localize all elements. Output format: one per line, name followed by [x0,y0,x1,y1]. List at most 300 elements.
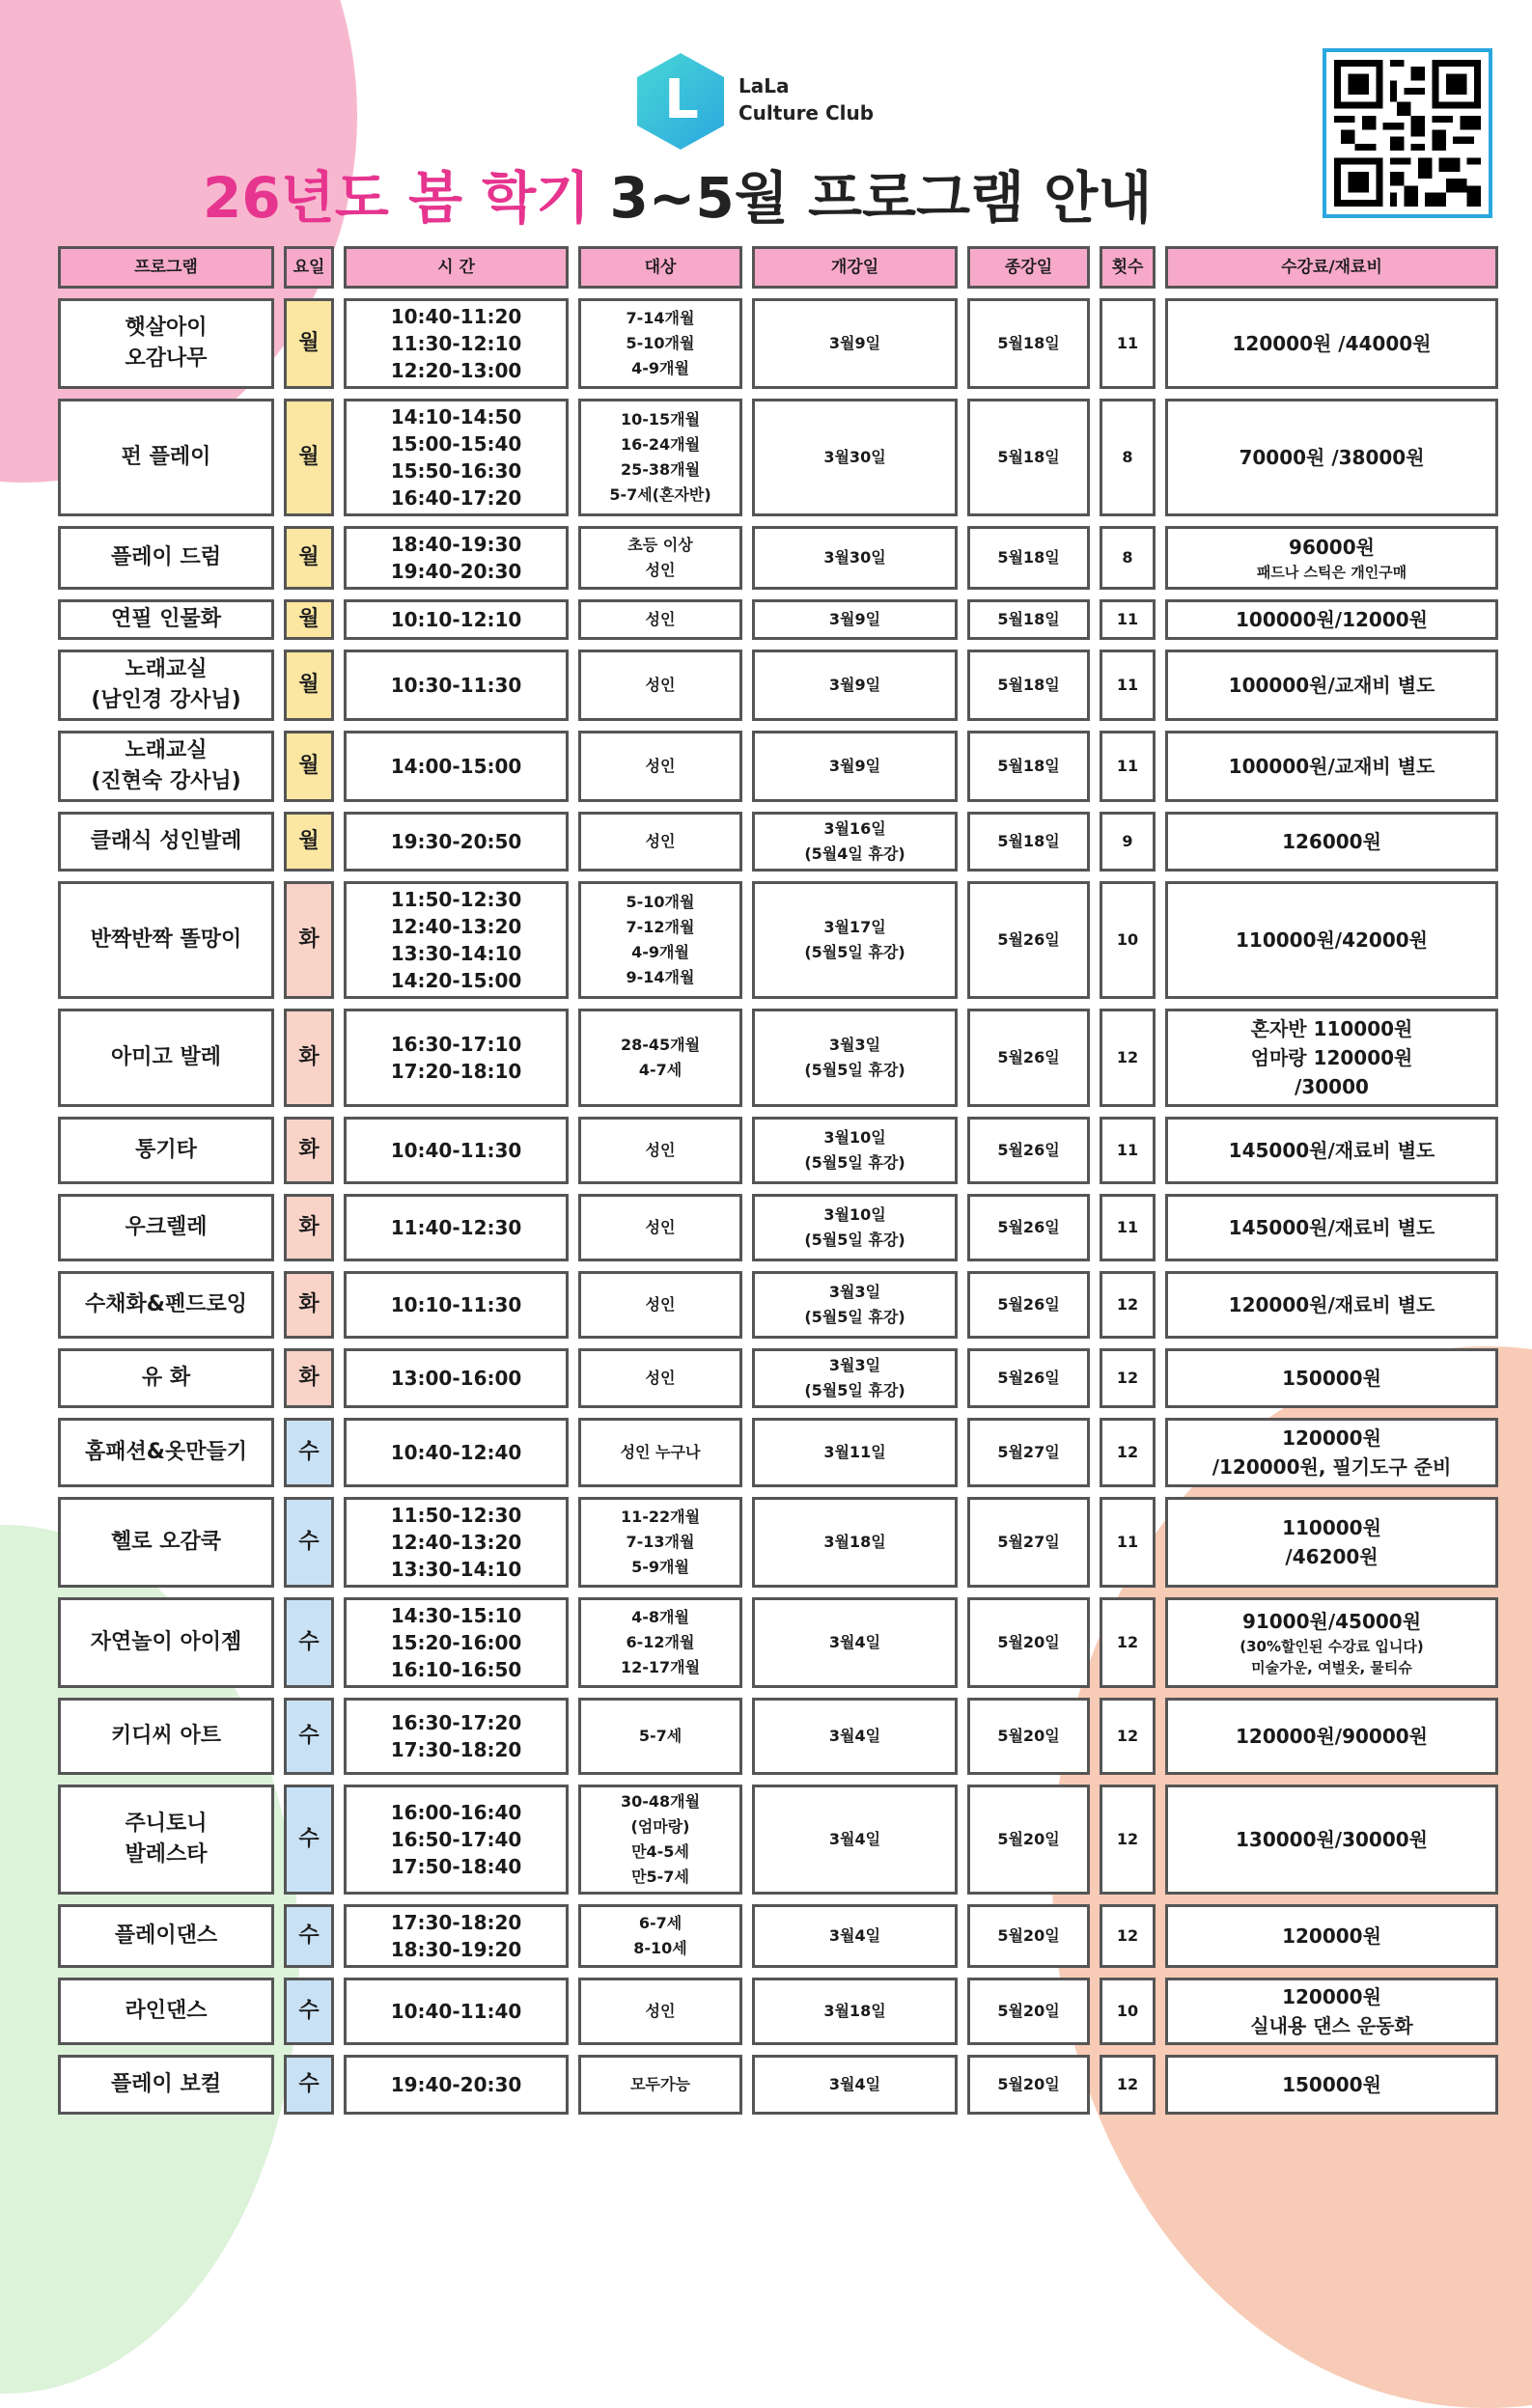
day-of-week: 월 [284,599,334,640]
table-row [58,526,1498,590]
end-date: 5월20일 [967,2055,1090,2115]
tuition-fee [1165,1418,1498,1487]
target-age [578,298,742,389]
lala-logo [637,53,888,150]
target-age-line: 성인 누구나 [620,1443,701,1461]
tuition-fee-line: 실내용 댄스 운동화 [1250,2014,1413,2037]
session-count: 11 [1100,650,1156,721]
program-name-line: (진현숙 강사님) [91,769,241,793]
program-name-line: 노래교실 [125,657,208,681]
tuition-fee [1165,731,1498,802]
program-name-line: 발레스타 [125,1842,208,1867]
table-row [58,1271,1498,1339]
day-of-week: 월 [284,812,334,872]
day-of-week: 화 [284,881,334,999]
class-times-line: 17:50-18:40 [390,1855,522,1878]
tuition-fee-line: 100000원/교재비 별도 [1228,755,1435,778]
program-name [58,881,274,999]
tuition-fee [1165,1271,1498,1339]
target-age [578,650,742,721]
class-times-line: 10:40-11:30 [390,1139,522,1162]
tuition-fee-line: 혼자반 110000원 [1250,1017,1413,1040]
table-row [58,399,1498,516]
start-date [752,812,958,872]
end-date: 5월18일 [967,399,1090,516]
class-times [344,1271,569,1339]
end-date: 5월18일 [967,599,1090,640]
tuition-fee-line: (30%할인된 수강료 입니다) [1240,1638,1424,1655]
target-age [578,1348,742,1408]
table-row [58,812,1498,872]
program-name-line: 통기타 [135,1138,197,1162]
tuition-fee [1165,2055,1498,2115]
start-date-line: 3월30일 [823,448,886,466]
class-times-line: 16:00-16:40 [390,1801,522,1824]
start-date-line: (5월5일 휴강) [804,1231,905,1249]
day-of-week: 월 [284,399,334,516]
program-table [48,236,1508,2124]
start-date-line: 3월9일 [828,334,881,352]
program-name-line: 자연놀이 아이젬 [90,1630,242,1654]
program-name [58,1904,274,1968]
day-of-week: 수 [284,1497,334,1588]
start-date-line: 3월4일 [828,1830,881,1848]
tuition-fee [1165,1978,1498,2045]
end-date: 5월18일 [967,731,1090,802]
start-date-line: (5월5일 휴강) [804,1153,905,1172]
tuition-fee-line: 패드나 스틱은 개인구매 [1256,564,1407,581]
class-times-line: 10:40-12:40 [390,1441,522,1464]
session-count: 12 [1100,1418,1156,1487]
start-date [752,1009,958,1107]
start-date-line: (5월5일 휴강) [804,943,905,961]
class-times-line: 11:40-12:30 [390,1216,522,1239]
class-times [344,1418,569,1487]
class-times-line: 17:30-18:20 [390,1911,522,1934]
target-age [578,1271,742,1339]
target-age-line: 모두가능 [630,2075,690,2093]
target-age-line: 성인 [645,832,676,850]
end-date: 5월20일 [967,1698,1090,1775]
start-date [752,1117,958,1184]
start-date [752,1978,958,2045]
logo-brand-line1: LaLa [738,74,790,97]
program-name-line: 플레이댄스 [114,1924,218,1948]
class-times-line: 17:30-18:20 [390,1738,522,1761]
session-count: 11 [1100,1194,1156,1261]
target-age-line: 성인 [645,757,676,775]
start-date [752,298,958,389]
class-times [344,1117,569,1184]
tuition-fee-line: 엄마랑 120000원 [1250,1046,1413,1069]
table-row [58,1785,1498,1895]
target-age-line: 8-10세 [633,1939,687,1957]
end-date: 5월26일 [967,1271,1090,1339]
end-date: 5월20일 [967,1785,1090,1895]
start-date-line: 3월4일 [828,1727,881,1745]
target-age-line: 4-7세 [638,1061,682,1079]
session-count: 12 [1100,1009,1156,1107]
class-times-line: 11:50-12:30 [390,888,522,911]
session-count: 11 [1100,298,1156,389]
class-times [344,731,569,802]
start-date-line: 3월18일 [823,1533,886,1551]
target-age [578,1194,742,1261]
class-times-line: 12:40-13:20 [390,915,522,938]
start-date-line: 3월3일 [828,1356,881,1374]
target-age-line: 성인 [645,2002,676,2020]
tuition-fee [1165,1194,1498,1261]
session-count: 11 [1100,599,1156,640]
day-of-week: 화 [284,1271,334,1339]
end-date: 5월20일 [967,1904,1090,1968]
start-date-line: 3월4일 [828,2075,881,2093]
program-name-line: 오감나무 [125,346,208,371]
session-count: 12 [1100,1698,1156,1775]
program-name-line: (남인경 강사님) [91,688,241,712]
target-age-line: 30-48개월 [620,1792,701,1811]
program-name-line: 우크렐레 [125,1215,208,1239]
end-date: 5월27일 [967,1497,1090,1588]
target-age-line: 성인 [645,610,676,628]
class-times-line: 17:20-18:10 [390,1060,522,1083]
start-date [752,599,958,640]
start-date-line: 3월10일 [823,1205,886,1224]
target-age-line: 10-15개월 [620,410,701,429]
target-age [578,599,742,640]
table-row [58,1117,1498,1184]
class-times [344,812,569,872]
tuition-fee-line: 미술가운, 여벌옷, 물티슈 [1251,1659,1412,1676]
tuition-fee-line: 120000원/재료비 별도 [1228,1293,1435,1316]
table-header-row [58,246,1498,289]
tuition-fee-line: 100000원/12000원 [1235,608,1429,631]
table-row [58,599,1498,640]
start-date-line: 3월18일 [823,2002,886,2020]
program-name [58,1194,274,1261]
header-start-date: 개강일 [752,246,958,289]
class-times [344,399,569,516]
tuition-fee [1165,599,1498,640]
class-times-line: 10:40-11:40 [390,2000,522,2023]
end-date: 5월18일 [967,526,1090,590]
end-date: 5월26일 [967,1009,1090,1107]
start-date [752,399,958,516]
start-date [752,881,958,999]
table-row [58,1698,1498,1775]
end-date: 5월27일 [967,1418,1090,1487]
class-times-line: 16:10-16:50 [390,1658,522,1681]
class-times [344,298,569,389]
table-row [58,1597,1498,1688]
tuition-fee-line: 100000원/교재비 별도 [1228,674,1435,697]
program-name-line: 키디씨 아트 [111,1724,221,1748]
target-age-line: 4-8개월 [631,1608,689,1626]
start-date-line: 3월30일 [823,548,886,567]
target-age-line: 25-38개월 [620,460,701,479]
program-name-line: 클래식 성인발레 [90,829,242,853]
day-of-week: 수 [284,1698,334,1775]
target-age [578,1698,742,1775]
target-age [578,2055,742,2115]
target-age [578,1497,742,1588]
class-times-line: 10:10-12:10 [390,608,522,631]
program-name-line: 주니토니 [125,1812,208,1836]
class-times-line: 15:50-16:30 [390,459,522,483]
class-times-line: 10:10-11:30 [390,1293,522,1316]
tuition-fee [1165,1009,1498,1107]
program-name [58,1117,274,1184]
session-count: 12 [1100,1597,1156,1688]
end-date: 5월20일 [967,1597,1090,1688]
tuition-fee-line: 110000원/42000원 [1235,928,1429,952]
target-age-line: 7-13개월 [626,1533,695,1551]
target-age-line: 초등 이상 [627,536,693,554]
table-row [58,2055,1498,2115]
target-age [578,1785,742,1895]
day-of-week: 화 [284,1194,334,1261]
class-times-line: 13:30-14:10 [390,1558,522,1581]
program-name [58,599,274,640]
program-name [58,1009,274,1107]
start-date-line: (5월5일 휴강) [804,1308,905,1326]
target-age-line: 28-45개월 [620,1036,701,1054]
class-times [344,881,569,999]
target-age-line: 7-12개월 [626,918,695,936]
program-name-line: 유 화 [141,1366,191,1390]
start-date-line: 3월3일 [828,1036,881,1054]
table-row [58,1009,1498,1107]
target-age-line: 성인 [645,561,676,579]
target-age [578,1009,742,1107]
class-times [344,1597,569,1688]
program-name [58,1418,274,1487]
program-name [58,2055,274,2115]
start-date-line: 3월3일 [828,1283,881,1301]
class-times-line: 13:00-16:00 [390,1367,522,1390]
header-time: 시 간 [344,246,569,289]
day-of-week: 월 [284,526,334,590]
class-times [344,1904,569,1968]
session-count: 12 [1100,1904,1156,1968]
class-times [344,650,569,721]
tuition-fee-line: /30000 [1295,1075,1369,1098]
session-count: 12 [1100,1271,1156,1339]
class-times-line: 14:00-15:00 [390,755,522,778]
target-age-line: 6-12개월 [626,1633,695,1651]
target-age-line: 5-7세 [638,1727,682,1745]
target-age [578,526,742,590]
start-date [752,526,958,590]
program-name [58,812,274,872]
title-program-guide: 3~5월 프로그램 안내 [609,165,1153,231]
program-name [58,1978,274,2045]
class-times-line: 16:30-17:20 [390,1711,522,1734]
start-date [752,650,958,721]
tuition-fee [1165,1597,1498,1688]
start-date-line: 3월16일 [823,819,886,838]
class-times-line: 15:20-16:00 [390,1631,522,1654]
table-row [58,650,1498,721]
day-of-week: 수 [284,1418,334,1487]
class-times-line: 12:20-13:00 [390,359,522,382]
end-date: 5월26일 [967,881,1090,999]
session-count: 11 [1100,1497,1156,1588]
tuition-fee [1165,881,1498,999]
table-row [58,1978,1498,2045]
target-age-line: 7-14개월 [626,309,695,327]
class-times-line: 11:30-12:10 [390,332,522,355]
program-name [58,1597,274,1688]
tuition-fee [1165,1117,1498,1184]
target-age-line: 5-7세(혼자반) [609,485,711,504]
day-of-week: 월 [284,298,334,389]
class-times-line: 18:30-19:20 [390,1938,522,1961]
day-of-week: 수 [284,1978,334,2045]
program-name-line: 홈패션&옷만들기 [85,1440,247,1464]
tuition-fee [1165,650,1498,721]
class-times [344,1194,569,1261]
class-times-line: 14:30-15:10 [390,1604,522,1627]
tuition-fee [1165,1785,1498,1895]
class-times [344,1698,569,1775]
class-times-line: 14:20-15:00 [390,969,522,992]
program-name-line: 플레이 드럼 [111,545,221,569]
session-count: 12 [1100,1348,1156,1408]
program-name [58,1497,274,1588]
tuition-fee [1165,399,1498,516]
program-name [58,1348,274,1408]
program-name [58,1271,274,1339]
table-row [58,731,1498,802]
session-count: 11 [1100,731,1156,802]
tuition-fee-line: 145000원/재료비 별도 [1228,1216,1435,1239]
table-row [58,1348,1498,1408]
start-date-line: 3월17일 [823,918,886,936]
class-times-line: 14:10-14:50 [390,405,522,429]
program-name-line: 햇살아이 [125,316,208,340]
start-date [752,731,958,802]
start-date-line: 3월4일 [828,1633,881,1651]
session-count: 12 [1100,2055,1156,2115]
program-name [58,650,274,721]
day-of-week: 화 [284,1348,334,1408]
class-times [344,2055,569,2115]
tuition-fee [1165,298,1498,389]
tuition-fee-line: 120000원 [1282,1426,1381,1450]
table-row [58,1497,1498,1588]
day-of-week: 월 [284,731,334,802]
end-date: 5월18일 [967,812,1090,872]
class-times-line: 10:30-11:30 [390,674,522,697]
target-age-line: 16-24개월 [620,435,701,454]
start-date-line: 3월11일 [823,1443,886,1461]
target-age-line: 4-9개월 [631,943,689,961]
program-name-line: 아미고 발레 [111,1045,221,1069]
target-age-line: 5-10개월 [626,334,695,352]
target-age [578,1418,742,1487]
qr-code-icon [1334,60,1481,207]
day-of-week: 월 [284,650,334,721]
class-times-line: 16:50-17:40 [390,1828,522,1851]
class-times [344,1009,569,1107]
target-age-line: 성인 [645,1295,676,1314]
program-name [58,731,274,802]
tuition-fee-line: 126000원 [1282,830,1381,853]
target-age [578,1117,742,1184]
class-times-line: 18:40-19:30 [390,533,522,556]
target-age-line: 5-9개월 [631,1558,689,1576]
table-row [58,1194,1498,1261]
class-times [344,1978,569,2045]
target-age [578,1597,742,1688]
session-count: 8 [1100,526,1156,590]
target-age-line: 6-7세 [638,1914,682,1932]
program-name [58,1785,274,1895]
end-date: 5월18일 [967,650,1090,721]
table-row [58,298,1498,389]
tuition-fee-line: 110000원 [1282,1516,1381,1539]
tuition-fee [1165,1698,1498,1775]
target-age [578,399,742,516]
session-count: 11 [1100,1117,1156,1184]
start-date-line: 3월4일 [828,1926,881,1945]
target-age-line: 11-22개월 [620,1508,701,1526]
tuition-fee [1165,526,1498,590]
table-row [58,881,1498,999]
end-date: 5월26일 [967,1348,1090,1408]
target-age [578,881,742,999]
tuition-fee-line: 150000원 [1282,2073,1381,2096]
program-name [58,298,274,389]
session-count: 8 [1100,399,1156,516]
day-of-week: 수 [284,2055,334,2115]
class-times [344,1348,569,1408]
class-times [344,1497,569,1588]
target-age-line: 성인 [645,676,676,694]
target-age [578,1904,742,1968]
program-name [58,526,274,590]
day-of-week: 화 [284,1009,334,1107]
class-times-line: 19:40-20:30 [390,2073,522,2096]
program-name [58,1698,274,1775]
program-name-line: 플레이 보컬 [111,2072,221,2096]
class-times-line: 19:30-20:50 [390,830,522,853]
tuition-fee [1165,1904,1498,1968]
class-times-line: 12:40-13:20 [390,1531,522,1554]
tuition-fee-line: 120000원/90000원 [1235,1725,1429,1748]
table-row [58,1418,1498,1487]
start-date [752,1698,958,1775]
start-date [752,1597,958,1688]
start-date-line: (5월5일 휴강) [804,1381,905,1399]
qr-code[interactable] [1323,48,1492,218]
session-count: 10 [1100,881,1156,999]
start-date [752,1194,958,1261]
start-date [752,1271,958,1339]
program-name-line: 연필 인물화 [111,607,221,631]
day-of-week: 수 [284,1785,334,1895]
tuition-fee-line: /120000원, 필기도구 준비 [1212,1455,1452,1479]
tuition-fee [1165,1497,1498,1588]
logo-brand-line2: Culture Club [738,101,875,125]
end-date: 5월18일 [967,298,1090,389]
target-age [578,1978,742,2045]
end-date: 5월26일 [967,1194,1090,1261]
tuition-fee-line: 96000원 [1289,536,1375,559]
end-date: 5월20일 [967,1978,1090,2045]
target-age-line: 12-17개월 [620,1658,701,1676]
